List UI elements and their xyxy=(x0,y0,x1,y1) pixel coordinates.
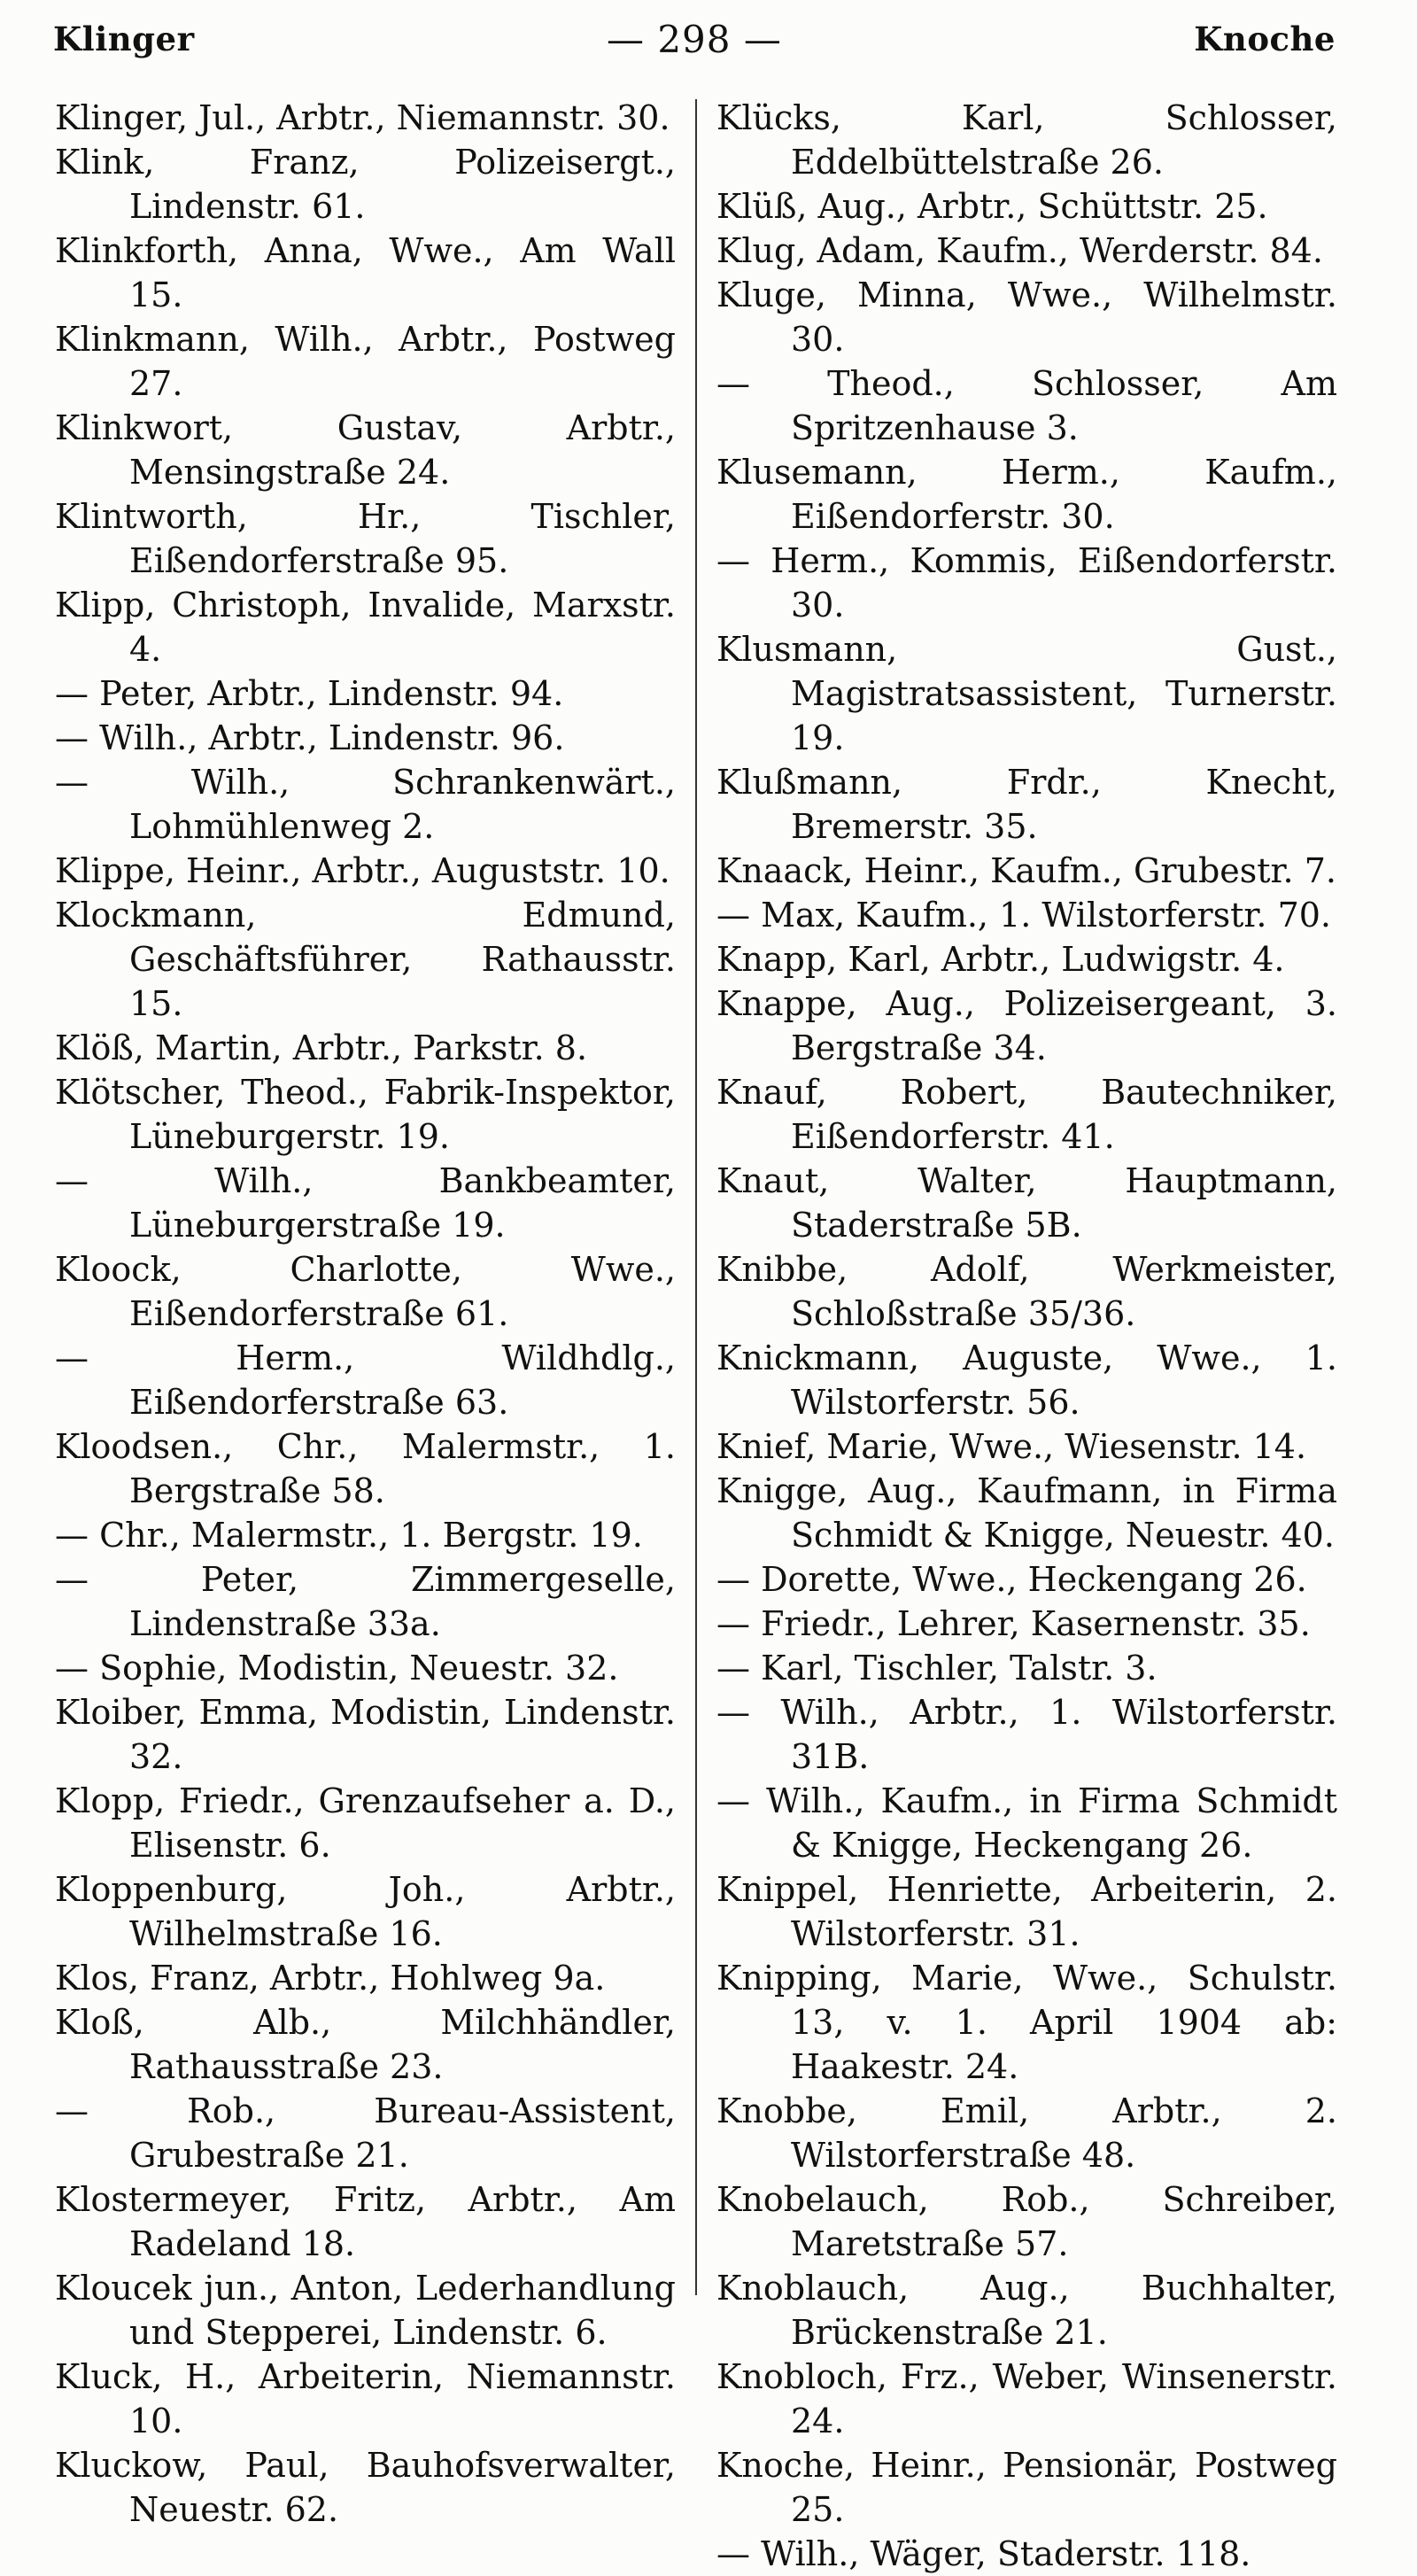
directory-entry: Knapp, Karl, Arbtr., Ludwigstr. 4. xyxy=(716,940,1285,979)
directory-entry: Klopp, Friedr., Grenzaufseher a. D., Elisenstr. 6. xyxy=(55,1781,676,1865)
directory-entry: — Theod., Schlosser, Am Spritzenhause 3. xyxy=(716,364,1337,447)
directory-entry: Klipp, Christoph, Invalide, Marxstr. 4. xyxy=(55,586,676,669)
directory-entry: Knibbe, Adolf, Werkmeister, Schloßstraße 35/36. xyxy=(716,1250,1337,1333)
page-number: — 298 — xyxy=(606,17,782,61)
directory-entry: Knobbe, Emil, Arbtr., 2. Wilstorferstraße 48. xyxy=(716,2091,1337,2175)
directory-entry: — Wilh., Schrankenwärt., Lohmühlenweg 2. xyxy=(55,763,676,846)
directory-entry: — Wilh., Kaufm., in Firma Schmidt & Knigge, Heckengang 26. xyxy=(716,1781,1337,1865)
directory-entry: Klücks, Karl, Schlosser, Eddelbüttelstraße 26. xyxy=(716,98,1337,182)
directory-entry: Knaack, Heinr., Kaufm., Grubestr. 7. xyxy=(716,851,1336,890)
directory-entry: Kloppenburg, Joh., Arbtr., Wilhelmstraße 16. xyxy=(55,1870,676,1953)
directory-entry: — Wilh., Arbtr., Lindenstr. 96. xyxy=(55,718,565,757)
directory-entry: — Max, Kaufm., 1. Wilstorferstr. 70. xyxy=(716,896,1332,935)
directory-entry: Knoblauch, Aug., Buchhalter, Brückenstraße 21. xyxy=(716,2269,1337,2352)
directory-entry: Klug, Adam, Kaufm., Werderstr. 84. xyxy=(716,231,1323,270)
directory-entry: Klostermeyer, Fritz, Arbtr., Am Radeland 18. xyxy=(55,2180,676,2263)
directory-entry: Klusmann, Gust., Magistratsassistent, Turnerstr. 19. xyxy=(716,630,1337,757)
directory-entry: Knobelauch, Rob., Schreiber, Maretstraße 57. xyxy=(716,2180,1337,2263)
directory-entry: Klippe, Heinr., Arbtr., Auguststr. 10. xyxy=(55,851,670,890)
directory-entry: — Karl, Tischler, Talstr. 3. xyxy=(716,1649,1158,1688)
directory-entry: Knappe, Aug., Polizeisergeant, 3. Bergstraße 34. xyxy=(716,984,1337,1067)
directory-entry: Klinkforth, Anna, Wwe., Am Wall 15. xyxy=(55,231,676,314)
entry-columns xyxy=(55,96,1337,2573)
directory-entry: — Rob., Bureau-Assistent, Grubestraße 21. xyxy=(55,2091,676,2175)
directory-entry: Klinkmann, Wilh., Arbtr., Postweg 27. xyxy=(55,320,676,403)
directory-entry: — Chr., Malermstr., 1. Bergstr. 19. xyxy=(55,1516,643,1555)
directory-entry: Knickmann, Auguste, Wwe., 1. Wilstorferstr. 56. xyxy=(716,1338,1337,1422)
directory-entry: Kloodsen., Chr., Malermstr., 1. Bergstraße 58. xyxy=(55,1427,676,1510)
directory-entry: Klußmann, Frdr., Knecht, Bremerstr. 35. xyxy=(716,763,1337,846)
left-column xyxy=(55,96,695,2529)
directory-entry: Klusemann, Herm., Kaufm., Eißendorferstr. 30. xyxy=(716,453,1337,536)
directory-entry: Klockmann, Edmund, Geschäftsführer, Rathausstr. 15. xyxy=(55,896,676,1023)
directory-entry: Klintworth, Hr., Tischler, Eißendorferstraße 95. xyxy=(55,497,676,580)
directory-entry: — Wilh., Wäger, Staderstr. 118. xyxy=(716,2534,1251,2573)
right-column xyxy=(697,96,1337,2573)
directory-entry: Knauf, Robert, Bautechniker, Eißendorferstr. 41. xyxy=(716,1073,1337,1156)
directory-entry: — Friedr., Lehrer, Kasernenstr. 35. xyxy=(716,1604,1311,1643)
directory-entry: Kloucek jun., Anton, Lederhandlung und Stepperei, Lindenstr. 6. xyxy=(55,2269,676,2352)
directory-entry: — Peter, Zimmergeselle, Lindenstraße 33a. xyxy=(55,1560,676,1643)
directory-entry: Kloiber, Emma, Modistin, Lindenstr. 32. xyxy=(55,1693,676,1776)
directory-entry: Kloß, Alb., Milchhändler, Rathausstraße 23. xyxy=(55,2003,676,2086)
directory-entry: Klüß, Aug., Arbtr., Schüttstr. 25. xyxy=(716,187,1268,226)
directory-entry: — Herm., Kommis, Eißendorferstr. 30. xyxy=(716,541,1337,625)
page-header xyxy=(53,12,1336,66)
directory-entry: — Wilh., Arbtr., 1. Wilstorferstr. 31B. xyxy=(716,1693,1337,1776)
directory-entry: Klink, Franz, Polizeisergt., Lindenstr. 61. xyxy=(55,143,676,226)
directory-entry: — Sophie, Modistin, Neuestr. 32. xyxy=(55,1649,619,1688)
directory-entry: Klinkwort, Gustav, Arbtr., Mensingstraße 24. xyxy=(55,408,676,492)
directory-entry: Knipping, Marie, Wwe., Schulstr. 13, v. 1. April 1904 ab: Haakestr. 24. xyxy=(716,1959,1337,2086)
directory-entry: Klinger, Jul., Arbtr., Niemannstr. 30. xyxy=(55,98,670,137)
directory-entry: Knaut, Walter, Hauptmann, Staderstraße 5B. xyxy=(716,1161,1337,1245)
directory-entry: Klötscher, Theod., Fabrik-Inspektor, Lüneburgerstr. 19. xyxy=(55,1073,676,1156)
left-catchword: Klinger xyxy=(53,19,195,58)
directory-entry: — Dorette, Wwe., Heckengang 26. xyxy=(716,1560,1307,1599)
directory-entry: — Peter, Arbtr., Lindenstr. 94. xyxy=(55,674,564,713)
directory-entry: Klos, Franz, Arbtr., Hohlweg 9a. xyxy=(55,1959,606,1998)
directory-entry: Klöß, Martin, Arbtr., Parkstr. 8. xyxy=(55,1028,588,1067)
directory-entry: Kluck, H., Arbeiterin, Niemannstr. 10. xyxy=(55,2357,676,2440)
directory-entry: — Herm., Wildhdlg., Eißendorferstraße 63. xyxy=(55,1338,676,1422)
directory-entry: Kluckow, Paul, Bauhofsverwalter, Neuestr. 62. xyxy=(55,2446,676,2529)
directory-entry: Knippel, Henriette, Arbeiterin, 2. Wilstorferstr. 31. xyxy=(716,1870,1337,1953)
right-catchword: Knoche xyxy=(1194,19,1336,58)
directory-entry: Knigge, Aug., Kaufmann, in Firma Schmidt & Knigge, Neuestr. 40. xyxy=(716,1471,1337,1555)
directory-entry: — Wilh., Bankbeamter, Lüneburgerstraße 19. xyxy=(55,1161,676,1245)
directory-entry: Kloock, Charlotte, Wwe., Eißendorferstraße 61. xyxy=(55,1250,676,1333)
directory-entry: Knoche, Heinr., Pensionär, Postweg 25. xyxy=(716,2446,1337,2529)
directory-entry: Kluge, Minna, Wwe., Wilhelmstr. 30. xyxy=(716,275,1337,359)
directory-entry: Knief, Marie, Wwe., Wiesenstr. 14. xyxy=(716,1427,1307,1466)
directory-entry: Knobloch, Frz., Weber, Winsenerstr. 24. xyxy=(716,2357,1337,2440)
